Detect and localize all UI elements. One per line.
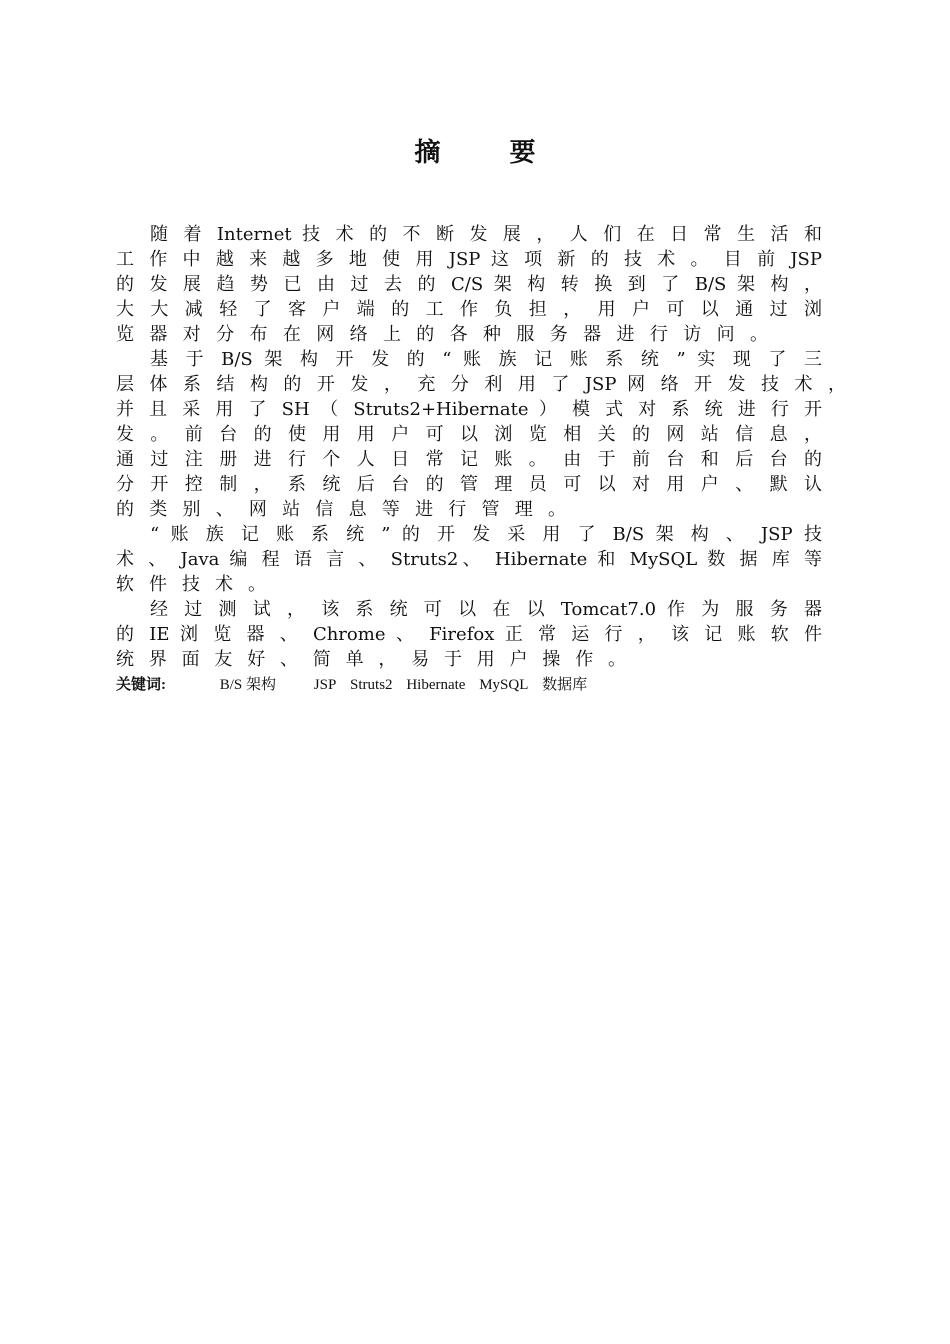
text-line: 术 、 Java 编 程 语 言 、 Struts2、 Hibernate 和 MySQL 数 据 库 等 (116, 549, 822, 570)
keyword: 数据库 (542, 677, 588, 693)
keyword: MySQL (479, 677, 529, 693)
text-line: 的 发 展 趋 势 已 由 过 去 的 C/S 架 构 转 换 到 了 B/S 架 构 ， (116, 274, 822, 295)
text-line: 经 过 测 试 ， 该 系 统 可 以 在 以 Tomcat7.0 作 为 服 务 器 (150, 599, 822, 620)
text-line: 层 体 系 结 构 的 开 发 ， 充 分 利 用 了 JSP 网 络 开 发 技 术 ， (116, 374, 846, 395)
text-line: 的 类 别 、 网 站 信 息 等 进 行 管 理 。 (116, 499, 566, 520)
text-line: 基 于 B/S 架 构 开 发 的 “ 账 族 记 账 系 统 ” 实 现 了 三 (150, 349, 822, 370)
keyword: Struts2 (350, 677, 393, 693)
text-line: 并 且 采 用 了 SH （ Struts2+Hibernate ） 模 式 对 系 统 进 行 开 (116, 399, 822, 420)
abstract-body (116, 222, 846, 672)
text-line: 大 大 减 轻 了 客 户 端 的 工 作 负 担 ， 用 户 可 以 通 过 浏 (116, 299, 822, 320)
text-line: 分 开 控 制 ， 系 统 后 台 的 管 理 员 可 以 对 用 户 、 默 认 (116, 474, 822, 495)
text-line: 发 。 前 台 的 使 用 用 户 可 以 浏 览 相 关 的 网 站 信 息 ， (116, 424, 822, 445)
text-line: 的 IE 浏 览 器 、 Chrome 、 Firefox 正 常 运 行 ， 该 记 账 软 件 (116, 624, 822, 645)
page-title: 摘 要 (414, 138, 566, 168)
keyword: B/S 架构 (219, 677, 277, 693)
text-line: “ 账 族 记 账 系 统 ” 的 开 发 采 用 了 B/S 架 构 、 JSP 技 (150, 524, 822, 545)
text-line: 览 器 对 分 布 在 网 络 上 的 各 种 服 务 器 进 行 访 问 。 (116, 324, 768, 345)
text-line: 统 界 面 友 好 、 简 单 ， 易 于 用 户 操 作 。 (116, 649, 626, 670)
keywords-line (116, 674, 597, 696)
keywords-label: 关键词: (116, 677, 166, 693)
text-line: 工 作 中 越 来 越 多 地 使 用 JSP 这 项 新 的 技 术 。 目 前 JSP (116, 249, 822, 270)
keyword: Hibernate (406, 677, 466, 693)
text-line: 软 件 技 术 。 (116, 574, 266, 595)
keyword: JSP (313, 677, 337, 693)
text-line: 通 过 注 册 进 行 个 人 日 常 记 账 。 由 于 前 台 和 后 台 的 (116, 449, 822, 470)
text-line: 随 着 Internet 技 术 的 不 断 发 展 ， 人 们 在 日 常 生 活 和 (150, 224, 822, 245)
